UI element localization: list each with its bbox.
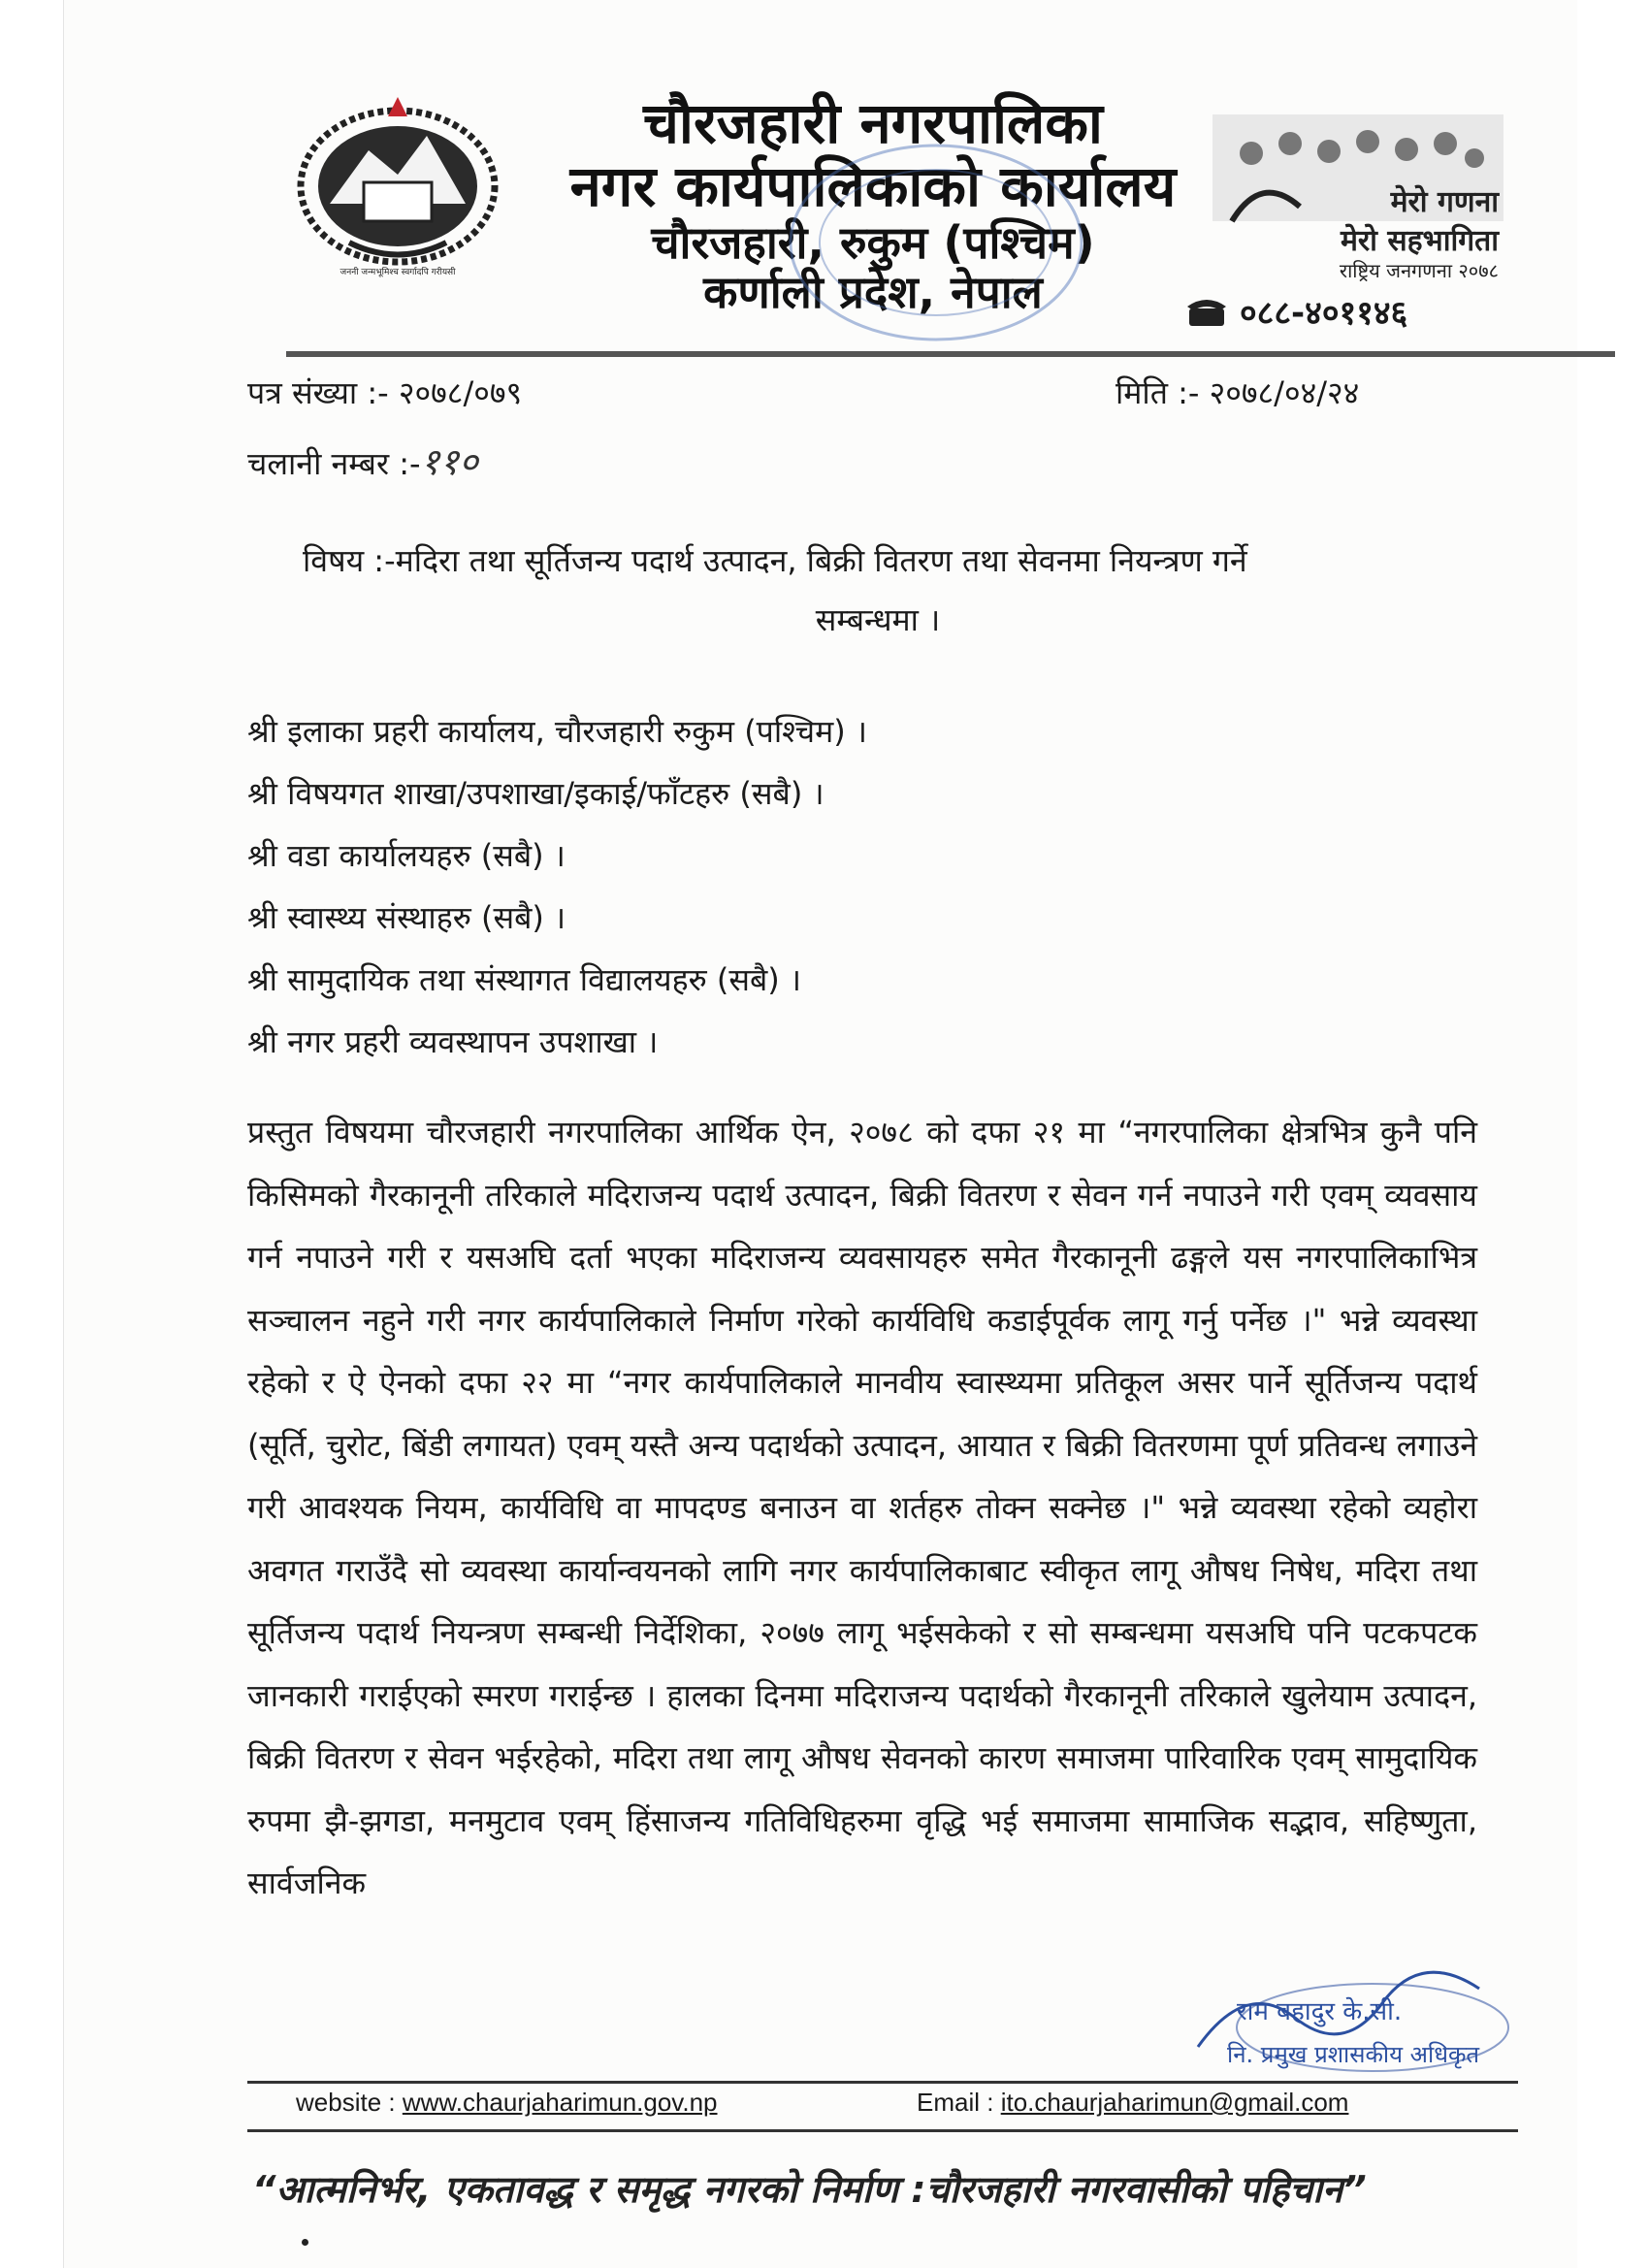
email-link[interactable]: ito.chaurjaharimun@gmail.com bbox=[1000, 2088, 1349, 2117]
phone-number: ०८८-४०११४६ bbox=[1240, 294, 1408, 333]
date-label: मिति :- bbox=[1116, 374, 1210, 411]
header-divider bbox=[286, 351, 1615, 357]
website-label: website : bbox=[296, 2088, 403, 2117]
ref-label: पत्र संख्या :- bbox=[247, 374, 399, 411]
footer-divider-bottom bbox=[247, 2129, 1518, 2132]
letter-subject bbox=[247, 532, 1508, 650]
signatory-title: नि. प्रमुख प्रशासकीय अधिकृत bbox=[1227, 2041, 1480, 2068]
date-value: २०७८/०४/२४ bbox=[1209, 374, 1360, 411]
census-line1: मेरो गणना bbox=[1390, 185, 1499, 219]
footer-divider-top bbox=[247, 2081, 1518, 2084]
nepal-emblem-icon bbox=[291, 97, 504, 281]
recipient-item: श्री सामुदायिक तथा संस्थागत विद्यालयहरु (सबै) । bbox=[247, 961, 802, 998]
signatory-name: राम बहादुर के.सी. bbox=[1237, 1997, 1403, 2026]
census-line2: मेरो सहभागिता bbox=[1340, 224, 1499, 258]
scan-mark bbox=[302, 2239, 308, 2246]
recipient-item: श्री विषयगत शाखा/उपशाखा/इकाई/फाँटहरु (सबै) । bbox=[247, 775, 824, 812]
census-logo bbox=[1212, 114, 1504, 289]
dispatch-value: ११० bbox=[420, 440, 478, 483]
office-location: चौरजहारी, रुकुम (पश्चिम) bbox=[651, 215, 1095, 269]
signature bbox=[1188, 1969, 1518, 2076]
emblem-motto: जननी जन्मभूमिश्च स्वर्गादपि गरीयसी bbox=[340, 268, 456, 277]
subject-label: विषय :- bbox=[303, 542, 396, 579]
footer-website bbox=[296, 2088, 718, 2118]
office-name: नगर कार्यपालिकाको कार्यालय bbox=[569, 152, 1177, 219]
letter-reference bbox=[247, 373, 522, 414]
letter-date bbox=[1116, 373, 1359, 414]
ref-value: २०७८/०७९ bbox=[398, 374, 523, 411]
telephone-icon bbox=[1185, 295, 1228, 328]
footer-motto: “आत्मनिर्भर, एकतावद्ध र समृद्ध नगरको निर्माण :चौरजहारी नगरवासीको पहिचान” bbox=[252, 2168, 1367, 2211]
subject-text-cont: सम्बन्धमा । bbox=[815, 600, 941, 638]
email-label: Email : bbox=[917, 2088, 1001, 2117]
subject-text: मदिरा तथा सूर्तिजन्य पदार्थ उत्पादन, बिक्री वितरण तथा सेवनमा नियन्त्रण गर्ने bbox=[395, 542, 1247, 579]
dispatch-label: चलानी नम्बर :- bbox=[247, 445, 421, 482]
recipient-item: श्री स्वास्थ्य संस्थाहरु (सबै) । bbox=[247, 899, 566, 936]
phone-contact bbox=[1185, 289, 1407, 334]
recipient-item: श्री इलाका प्रहरी कार्यालय, चौरजहारी रुकुम (पश्चिम) । bbox=[247, 713, 867, 750]
municipality-name: चौरजहारी नगरपालिका bbox=[643, 90, 1103, 156]
website-link[interactable]: www.chaurjaharimun.gov.np bbox=[402, 2088, 718, 2117]
office-province: कर्णाली प्रदेश, नेपाल bbox=[703, 266, 1043, 319]
letter-body: प्रस्तुत विषयमा चौरजहारी नगरपालिका आर्थिक ऐन, २०७८ को दफा २१ मा “नगरपालिका क्षेत्रभित्र कुनै पनि किसिमको गैरकानूनी तरिकाले मदिराजन्य पदार्थ उत्पादन, बिक्री वितरण र सेवन गर्न नपाउने गरी एवम् व्यवसाय गर्न नपाउने गरी र यसअघि दर्ता भएका मदिराजन्य व्यवसायहरु समेत गैरकानूनी ढङ्गले यस नगरपालिकाभित्र सञ्चालन नहुने गरी नगर कार्यपालिकाले निर्माण गरेको कार्यविधि कडाईपूर्वक लागू गर्नु पर्नेछ ।" भन्ने व्यवस्था रहेको र ऐ ऐनको दफा २२ मा “नगर कार्यपालिकाले मानवीय स्वास्थ्यमा प्रतिकूल असर पार्ने सूर्तिजन्य पदार्थ (सूर्ति, चुरोट, बिंडी लगायत) एवम् यस्तै अन्य पदार्थको उत्पादन, आयात र बिक्री वितरणमा पूर्ण प्रतिवन्ध लगाउने गरी आवश्यक नियम, कार्यविधि वा मापदण्ड बनाउन वा शर्तहरु तोक्न सक्नेछ ।" भन्ने व्यवस्था रहेको व्यहोरा अवगत गराउँदै सो व्यवस्था कार्यान्वयनको लागि नगर कार्यपालिकाबाट स्वीकृत लागू औषध निषेध, मदिरा तथा सूर्तिजन्य पदार्थ नियन्त्रण सम्बन्धी निर्देशिका, २०७७ लागू भईसकेको र सो सम्बन्धमा यसअघि पनि पटकपटक जानकारी गराईएको स्मरण गराईन्छ । हालका दिनमा मदिराजन्य पदार्थको गैरकानूनी तरिकाले खुलेयाम उत्पादन, बिक्री वितरण र सेवन भईरहेको, मदिरा तथा लागू औषध सेवनको कारण समाजमा पारिवारिक एवम् सामुदायिक रुपमा झै-झगडा, मनमुटाव एवम् हिंसाजन्य गतिविधिहरुमा वृद्धि भई समाजमा सामाजिक सद्भाव, सहिष्णुता, सार्वजनिक bbox=[247, 1114, 1477, 1901]
dispatch-number bbox=[247, 438, 478, 486]
footer-email bbox=[917, 2088, 1348, 2118]
census-line3: राष्ट्रिय जनगणना २०७८ bbox=[1339, 259, 1499, 282]
recipient-list bbox=[247, 700, 1508, 1073]
office-stamp-icon bbox=[776, 131, 1096, 354]
recipient-item: श्री नगर प्रहरी व्यवस्थापन उपशाखा । bbox=[247, 1023, 659, 1060]
recipient-item: श्री वडा कार्यालयहरु (सबै) । bbox=[247, 837, 566, 874]
